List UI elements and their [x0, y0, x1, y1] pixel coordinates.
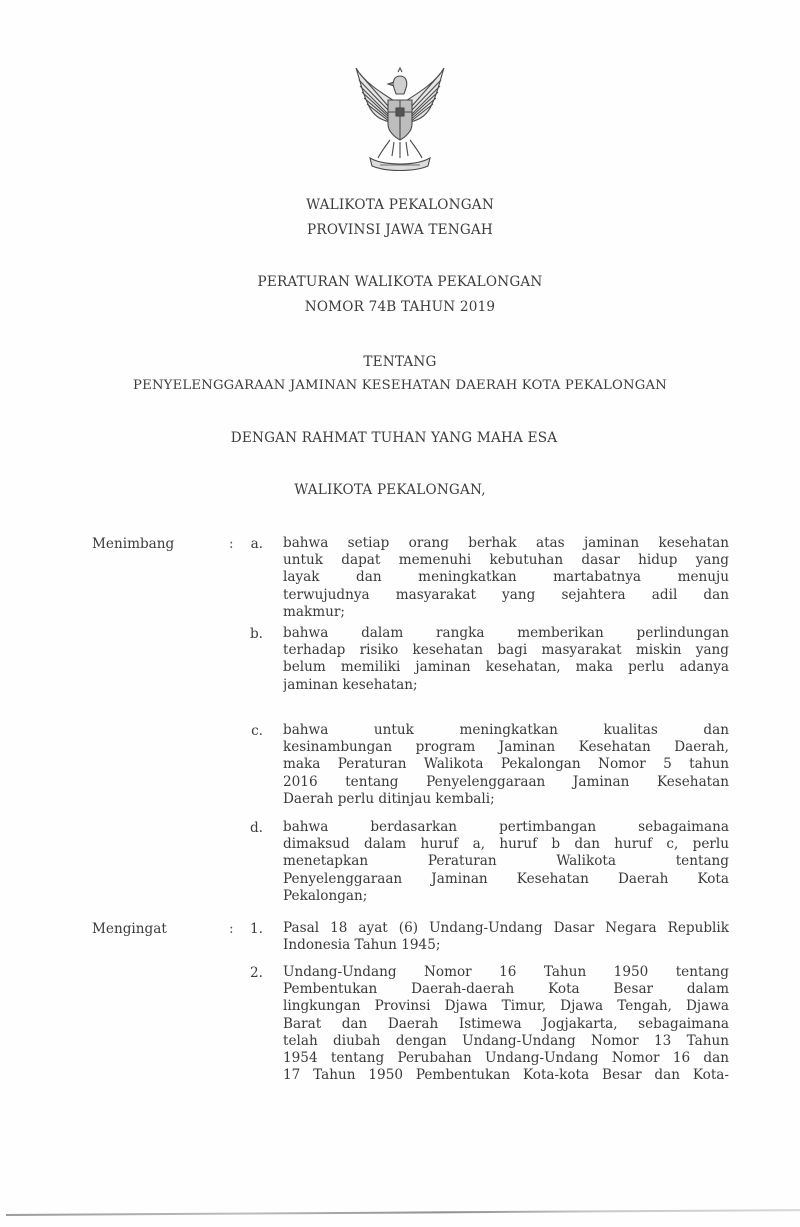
regulation-title: PERATURAN WALIKOTA PEKALONGAN [257, 274, 543, 290]
text-line: belum memiliki jaminan kesehatan, maka perlu adanya [283, 659, 729, 676]
menimbang-item-d [283, 819, 729, 905]
text-line: Pasal 18 ayat (6) Undang-Undang Dasar Negara Republik [283, 920, 729, 936]
text-line: Pembentukan Daerah-daerah Kota Besar dalam [283, 981, 729, 998]
mengingat-item-1 [283, 920, 729, 954]
text-line: Daerah perlu ditinjau kembali; [283, 790, 495, 807]
text-line: maka Peraturan Walikota Pekalongan Nomor 5 tahun [283, 756, 729, 773]
text-line: layak dan meningkatkan martabatnya menuju [283, 569, 729, 586]
item-marker-b: b. [249, 626, 263, 642]
text-line: jaminan kesehatan; [283, 676, 418, 693]
item-marker-c: c. [251, 723, 263, 739]
regulation-number: NOMOR 74B TAHUN 2019 [304, 299, 496, 315]
text-line: bahwa berdasarkan pertimbangan sebagaimana [283, 819, 729, 835]
text-line: menetapkan Peraturan Walikota tentang [283, 853, 729, 870]
menimbang-colon: : [229, 536, 234, 552]
text-line: makmur; [283, 603, 345, 620]
authority: WALIKOTA PEKALONGAN, [294, 482, 486, 498]
text-line: 1954 tentang Perubahan Undang-Undang Nomor 16 dan [283, 1050, 729, 1067]
text-line: Undang-Undang Nomor 16 Tahun 1950 tentang [283, 964, 729, 980]
text-line: bahwa untuk meningkatkan kualitas dan [283, 722, 729, 738]
garuda-emblem-icon [350, 62, 450, 174]
menimbang-item-c [283, 722, 729, 808]
issuer-line-1: WALIKOTA PEKALONGAN [306, 197, 494, 213]
text-line: 17 Tahun 1950 Pembentukan Kota-kota Besar dan Kota- [283, 1067, 729, 1084]
mengingat-colon: : [229, 921, 234, 937]
item-marker-2: 2. [250, 965, 263, 981]
text-line: terhadap risiko kesehatan bagi masyarakat miskin yang [283, 642, 729, 659]
text-line: bahwa dalam rangka memberikan perlindungan [283, 625, 729, 641]
mengingat-label: Mengingat [92, 921, 167, 937]
invocation: DENGAN RAHMAT TUHAN YANG MAHA ESA [230, 430, 558, 446]
text-line: 2016 tentang Penyelenggaraan Jaminan Kesehatan [283, 773, 729, 790]
regulation-subject: PENYELENGGARAAN JAMINAN KESEHATAN DAERAH KOTA PEKALONGAN [133, 378, 667, 393]
text-line: kesinambungan program Jaminan Kesehatan Daerah, [283, 739, 729, 756]
text-line: bahwa setiap orang berhak atas jaminan kesehatan [283, 535, 729, 551]
menimbang-item-b [283, 625, 729, 694]
item-marker-d: d. [249, 820, 263, 836]
menimbang-label: Menimbang [92, 536, 175, 552]
text-line: Pekalongan; [283, 887, 368, 904]
about-label: TENTANG [363, 354, 437, 370]
mengingat-item-2 [283, 964, 729, 1084]
text-line: terwujudnya masyarakat yang sejahtera adil dan [283, 586, 729, 603]
text-line: Indonesia Tahun 1945; [283, 937, 441, 954]
page-edge-rule [6, 1209, 800, 1216]
item-marker-a: a. [250, 536, 263, 552]
text-line: telah diubah dengan Undang-Undang Nomor 13 Tahun [283, 1032, 729, 1049]
menimbang-item-a [283, 535, 729, 621]
text-line: lingkungan Provinsi Djawa Timur, Djawa Tengah, Djawa [283, 998, 729, 1015]
text-line: Penyelenggaraan Jaminan Kesehatan Daerah Kota [283, 870, 729, 887]
text-line: dimaksud dalam huruf a, huruf b dan huruf c, perlu [283, 836, 729, 853]
item-marker-1: 1. [250, 921, 263, 937]
text-line: Barat dan Daerah Istimewa Jogjakarta, sebagaimana [283, 1015, 729, 1032]
text-line: untuk dapat memenuhi kebutuhan dasar hidup yang [283, 552, 729, 569]
issuer-line-2: PROVINSI JAWA TENGAH [307, 222, 493, 238]
